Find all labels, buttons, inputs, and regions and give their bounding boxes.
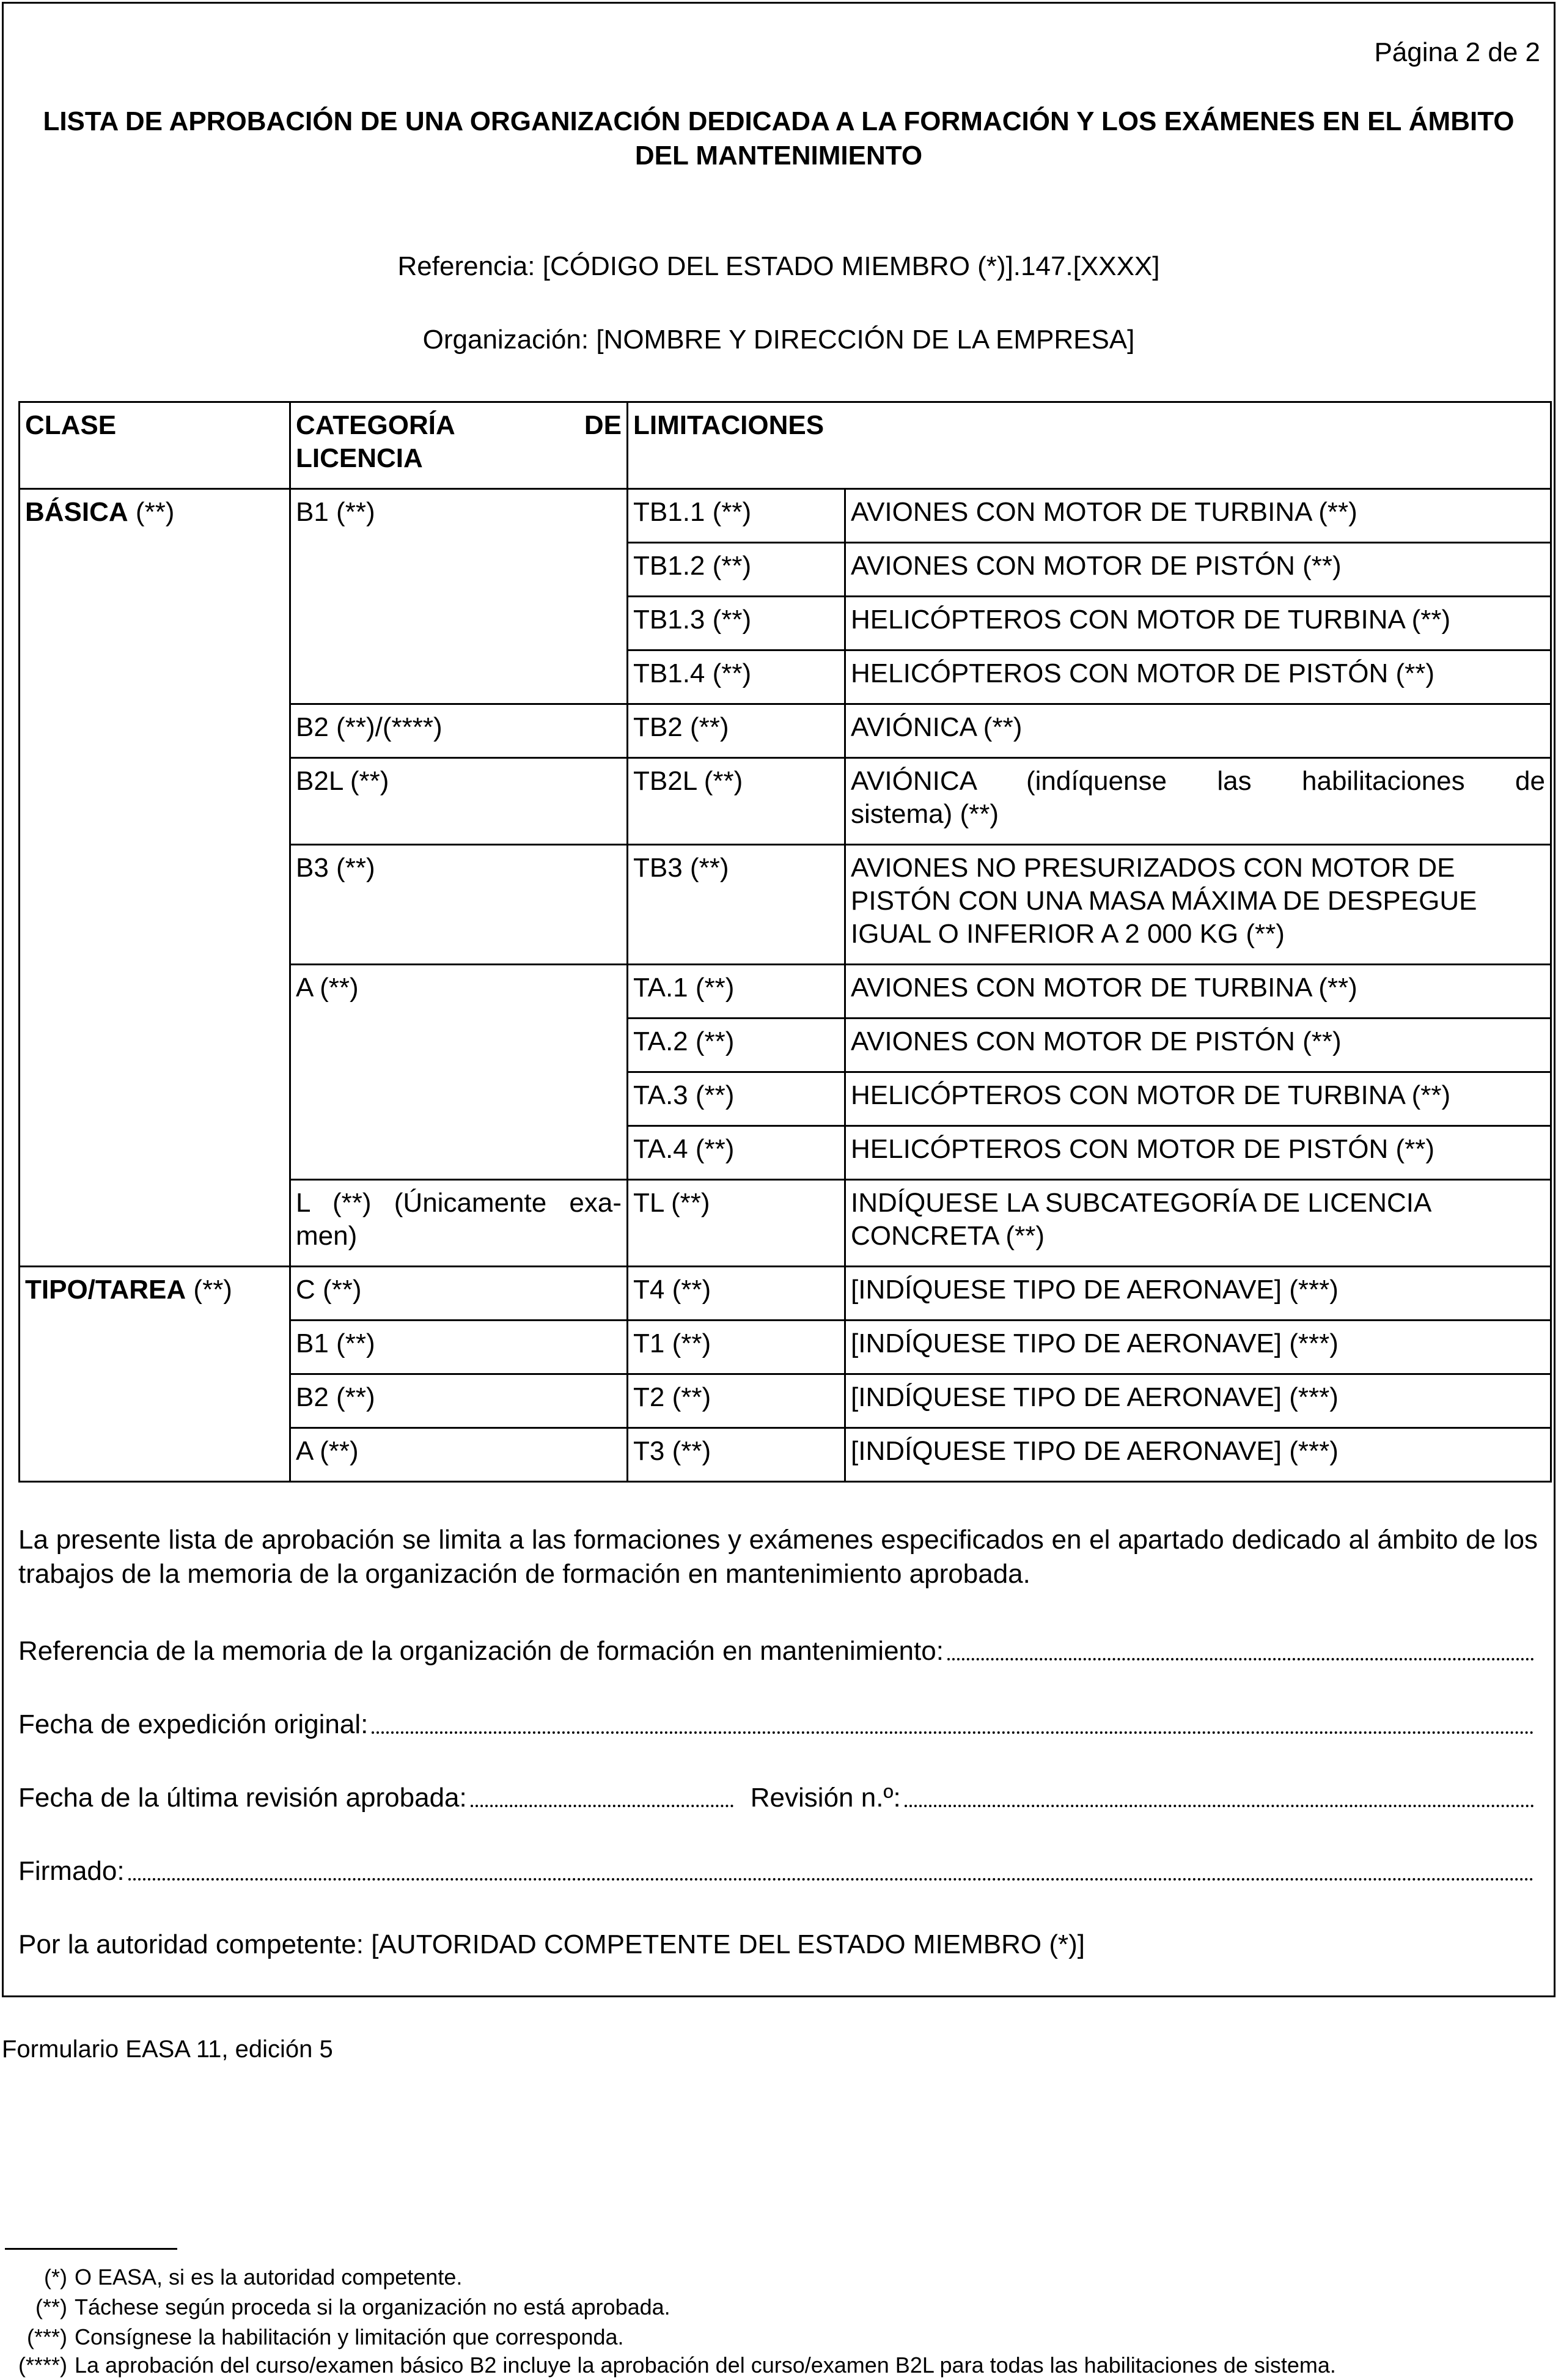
limit-code: T3 (**) — [628, 1428, 845, 1482]
approval-table — [18, 401, 1552, 1483]
limit-code: TB1.3 (**) — [628, 597, 845, 650]
autoridad-text: Por la autoridad competente: [AUTORIDAD COMPETENTE DEL ESTADO MIEMBRO (*)] — [18, 1929, 1085, 1959]
fecha-revision-label: Fecha de la última revisión aprobada: — [18, 1783, 467, 1813]
cat-b3: B3 (**) — [290, 845, 628, 965]
limit-code: TB1.1 (**) — [628, 489, 845, 543]
revision-number-field[interactable] — [905, 1805, 1534, 1807]
limit-desc: AVIONES CON MOTOR DE PISTÓN (**) — [845, 1019, 1551, 1072]
limit-desc: AVIÓNICA (indíquense las habilitaciones de sistema) (**) — [845, 758, 1551, 845]
limit-code: TB2 (**) — [628, 704, 845, 758]
footnote-text: Consígnese la habilitación y limitación que corresponda. — [75, 2324, 624, 2349]
limit-code: TB1.2 (**) — [628, 543, 845, 597]
table-header-row — [20, 402, 1551, 489]
limit-code: TA.2 (**) — [628, 1019, 845, 1072]
cat-b1: B1 (**) — [290, 489, 628, 704]
footnote-mark: (*) — [44, 2264, 67, 2290]
document-title: LISTA DE APROBACIÓN DE UNA ORGANIZACIÓN DEDICADA A LA FORMACIÓN Y LOS EXÁMENES EN EL ÁMBITO DEL MANTENIMIENTO — [43, 106, 1515, 171]
limit-desc: INDÍQUESE LA SUBCATEGORÍA DE LICENCIA CONCRETA (**) — [845, 1180, 1551, 1267]
footnote — [0, 2352, 1336, 2379]
scope-paragraph: La presente lista de aprobación se limita a las formaciones y exámenes especificados en el apartado dedicado al ámbito de los trabajos de la memoria de la organización de formación en mantenimiento aprobada. — [18, 1525, 1538, 1589]
footnote-mark: (***) — [26, 2324, 67, 2349]
footnote — [0, 2324, 624, 2351]
limit-code: T2 (**) — [628, 1374, 845, 1428]
footnote — [0, 2294, 670, 2321]
limit-code: TB2L (**) — [628, 758, 845, 845]
limit-code: T4 (**) — [628, 1267, 845, 1321]
header-limitaciones: LIMITACIONES — [628, 402, 1551, 489]
fecha-revision-field[interactable] — [471, 1805, 733, 1807]
limit-code: TA.3 (**) — [628, 1072, 845, 1126]
footnote-text: La aprobación del curso/examen básico B2 incluye la aprobación del curso/examen B2L para todas las habilitaciones de sistema. — [75, 2352, 1336, 2378]
organization-line: Organización: [NOMBRE Y DIRECCIÓN DE LA EMPRESA] — [422, 325, 1135, 355]
footnote-divider — [5, 2248, 177, 2250]
fecha-original-field[interactable] — [372, 1731, 1534, 1734]
clase-basica: BÁSICA (**) — [20, 489, 290, 1267]
cat-b2l: B2L (**) — [290, 758, 628, 845]
fecha-original-label: Fecha de expedición original: — [18, 1709, 369, 1739]
form-frame — [2, 2, 1555, 1997]
firmado-line — [18, 1855, 1538, 1888]
revision-number-label: Revisión n.º: — [750, 1783, 901, 1813]
cat-c: C (**) — [290, 1267, 628, 1321]
limit-desc: HELICÓPTEROS CON MOTOR DE PISTÓN (**) — [845, 1126, 1551, 1180]
limit-code: TB1.4 (**) — [628, 650, 845, 704]
limit-code: TA.4 (**) — [628, 1126, 845, 1180]
limit-desc: [INDÍQUESE TIPO DE AERONAVE] (***) — [845, 1321, 1551, 1374]
table-row — [20, 1267, 1551, 1321]
limit-desc: AVIONES CON MOTOR DE PISTÓN (**) — [845, 543, 1551, 597]
limit-desc: AVIONES CON MOTOR DE TURBINA (**) — [845, 965, 1551, 1019]
clase-tipo-tarea: TIPO/TAREA (**) — [20, 1267, 290, 1482]
limit-desc: HELICÓPTEROS CON MOTOR DE TURBINA (**) — [845, 597, 1551, 650]
cat-b2: B2 (**)/(****) — [290, 704, 628, 758]
limit-code: TB3 (**) — [628, 845, 845, 965]
limit-desc: [INDÍQUESE TIPO DE AERONAVE] (***) — [845, 1267, 1551, 1321]
cat-l: L (**) (Únicamente exa- men) — [290, 1180, 628, 1267]
firmado-label: Firmado: — [18, 1856, 125, 1886]
cat-a: A (**) — [290, 1428, 628, 1482]
footnote-text: Táchese según proceda si la organización no está aprobada. — [75, 2294, 670, 2319]
cat-b1: B1 (**) — [290, 1321, 628, 1374]
limit-desc: HELICÓPTEROS CON MOTOR DE PISTÓN (**) — [845, 650, 1551, 704]
footnote — [0, 2264, 462, 2291]
page-number: Página 2 de 2 — [1374, 37, 1540, 67]
limit-code: TL (**) — [628, 1180, 845, 1267]
limit-desc: [INDÍQUESE TIPO DE AERONAVE] (***) — [845, 1428, 1551, 1482]
table-row — [20, 489, 1551, 543]
cat-a: A (**) — [290, 965, 628, 1180]
limit-desc: AVIONES CON MOTOR DE TURBINA (**) — [845, 489, 1551, 543]
footnote-text: O EASA, si es la autoridad competente. — [75, 2264, 463, 2290]
cat-b2: B2 (**) — [290, 1374, 628, 1428]
form-identifier: Formulario EASA 11, edición 5 — [2, 2036, 333, 2063]
fecha-revision-line — [18, 1781, 1538, 1814]
footnote-mark: (****) — [18, 2352, 67, 2378]
header-clase: CLASE — [20, 402, 290, 489]
fecha-original-line — [18, 1708, 1538, 1741]
header-categoria: CATEGORÍA DE LICENCIA — [290, 402, 628, 489]
limit-code: T1 (**) — [628, 1321, 845, 1374]
limit-desc: HELICÓPTEROS CON MOTOR DE TURBINA (**) — [845, 1072, 1551, 1126]
memoria-reference-label: Referencia de la memoria de la organización de formación en mantenimiento: — [18, 1636, 944, 1666]
limit-code: TA.1 (**) — [628, 965, 845, 1019]
limit-desc: AVIONES NO PRESURIZADOS CON MOTOR DE PISTÓN CON UNA MASA MÁXIMA DE DESPEGUE IGUAL O INFERIOR A 2 000 KG (**) — [845, 845, 1551, 965]
memoria-reference-field[interactable] — [947, 1658, 1534, 1660]
limit-desc: AVIÓNICA (**) — [845, 704, 1551, 758]
footnote-mark: (**) — [35, 2294, 67, 2319]
reference-line: Referencia: [CÓDIGO DEL ESTADO MIEMBRO (*)].147.[XXXX] — [397, 251, 1160, 281]
autoridad-line — [18, 1928, 1538, 1961]
limit-desc: [INDÍQUESE TIPO DE AERONAVE] (***) — [845, 1374, 1551, 1428]
memoria-reference-line — [18, 1635, 1538, 1668]
firmado-field[interactable] — [128, 1878, 1534, 1881]
